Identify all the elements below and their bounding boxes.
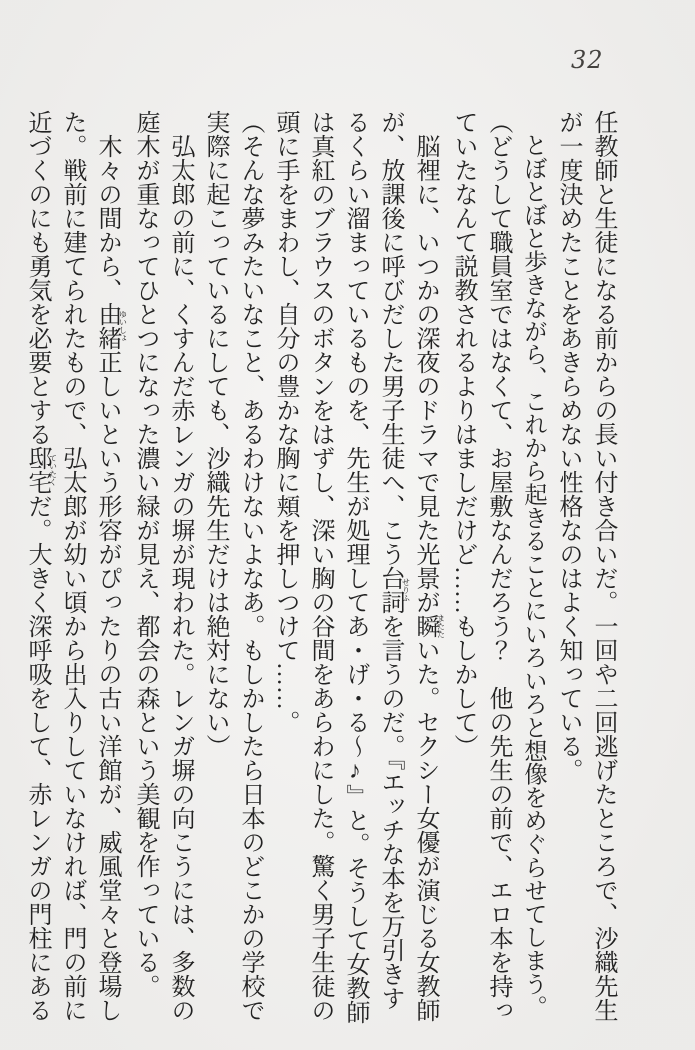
page-number: 32 bbox=[571, 46, 604, 74]
paragraph: とぼとぼと歩きながら、これから起きることにいろいろと想像をめぐらせてしまう。 bbox=[520, 133, 546, 1019]
paragraph: 木々の間から、由緒ゆいしょ正しいという形容がぴったりの古い洋館が、威風堂々と登場した。戦前に建てられたもので、弘太郎が幼い頃から出入りしていなければ、門の前に近づくのにも勇気を必要とする邸宅ていたくだ。大きく深呼吸をして、赤レンガの門柱にある bbox=[24, 110, 128, 1022]
ruby-annotated-word: 由緒ゆいしょ bbox=[94, 302, 128, 350]
paragraph: 脳裡に、いつかの深夜のドラマで見た光景が瞬またたいた。セクシー女優が演じる女教師が、放課後に呼びだした男子生徒へ、こう台詞せりふを言うのだ。『エッチな本を万引きするくらい溜まっているものを、先生が処理してあ・げ・る～♪』と。そうして女教師は真紅のブラウスのボタンをはずし、深い胸の谷間をあらわにした。驚く男子生徒の頭に手をまわし、自分の豊かな胸に頬を押しつけて……。 bbox=[272, 110, 446, 1024]
text-block bbox=[19, 110, 620, 1030]
paragraph: （どうして職員室ではなくて、お屋敷なんだろう？ 他の先生の前で、エロ本を持っていたなんて説教されるよりはましだけど……もしかして） bbox=[450, 110, 511, 1022]
paragraph: （そんな夢みたいなこと、あるわけないよなあ。もしかしたら日本のどこかの学校で実際に起こっているにしても、沙織先生だけは絶対にない） bbox=[202, 110, 263, 1022]
paragraph: 弘太郎の前に、くすんだ赤レンガの塀が現われた。レンガ塀の向こうには、多数の庭木が重なってひとつになった濃い緑が見え、都会の森という美観を作っている。 bbox=[132, 110, 193, 1022]
ruby-annotated-word: 邸宅ていたく bbox=[24, 446, 58, 494]
paragraph: 任教師と生徒になる前からの長い付き合いだ。一回や二回逃げたところで、沙織先生が一度決めたことをあきらめない性格なのはよく知っている。 bbox=[555, 110, 616, 1022]
ruby-annotated-word: 台詞せりふ bbox=[377, 566, 411, 614]
ruby-annotated-word: 瞬またた bbox=[412, 614, 446, 638]
